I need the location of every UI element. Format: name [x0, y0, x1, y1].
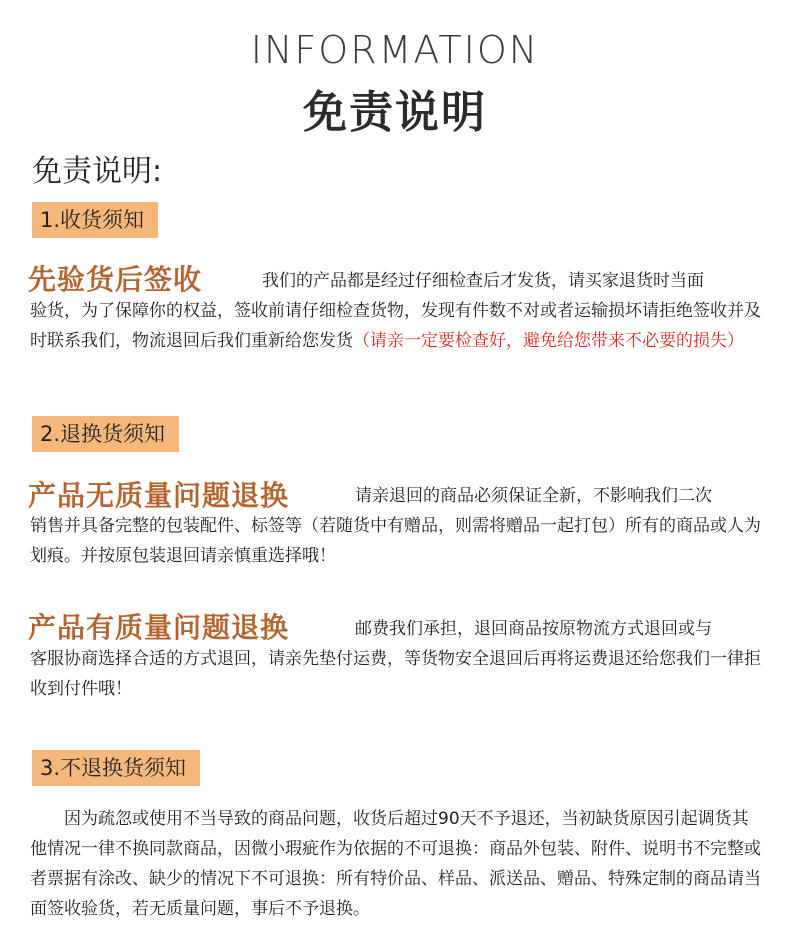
highlight-no-quality-issue: 产品无质量问题退换 [28, 479, 290, 512]
section2b-text-rest: 客服协商选择合适的方式退回，请亲先垫付运费，等货物安全退回后再将运费退还给您我们一律拒收到付件哦！ [30, 649, 761, 699]
page-title-cn: 免责说明 [303, 87, 487, 138]
section2a-text-rest: 销售并具备完整的包装配件、标签等（若随货中有赠品，则需将赠品一起打包）所有的商品或人为划痕。并按原包装退回请亲慎重选择哦！ [30, 516, 761, 566]
section-tag-receiving: 1.收货须知 [32, 202, 158, 238]
section-tag-returns: 2.退换货须知 [32, 416, 179, 452]
highlight-inspect-first: 先验货后签收 [28, 263, 203, 296]
section2b-text-line1: 邮费我们承担，退回商品按原物流方式退回或与 [355, 619, 712, 639]
highlight-quality-issue: 产品有质量问题退换 [28, 611, 290, 644]
section1-warning: （请亲一定要检查好，避免给您带来不必要的损失） [353, 331, 744, 351]
section1-text-line1: 我们的产品都是经过仔细检查后才发货，请买家退货时当面 [262, 271, 704, 291]
section2a-text-line1: 请亲退回的商品必须保证全新，不影响我们二次 [355, 486, 712, 506]
section-tag-no-returns: 3.不退换货须知 [32, 750, 200, 786]
disclaimer-heading: 免责说明: [32, 154, 163, 189]
section1-text-body [30, 296, 765, 356]
section3-text: 因为疏忽或使用不当导致的商品问题，收货后超过90天不予退还，当初缺货原因引起调货其他情况一律不换同款商品，因微小瑕疵作为依据的不可退换：商品外包装、附件、说明书不完整或者票据有涂改、缺少的情况下不可退换：所有特价品、样品、派送品、赠品、特殊定制的商品请当面签收验货，若无质量问题，事后不予退换。 [30, 809, 761, 919]
section1-text-rest: 验货，为了保障你的权益，签收前请仔细检查货物，发现有件数不对或者运输损坏请拒绝签收并及时联系我们，物流退回后我们重新给您发货 [30, 301, 761, 351]
page-title-en: INFORMATION [250, 28, 540, 72]
